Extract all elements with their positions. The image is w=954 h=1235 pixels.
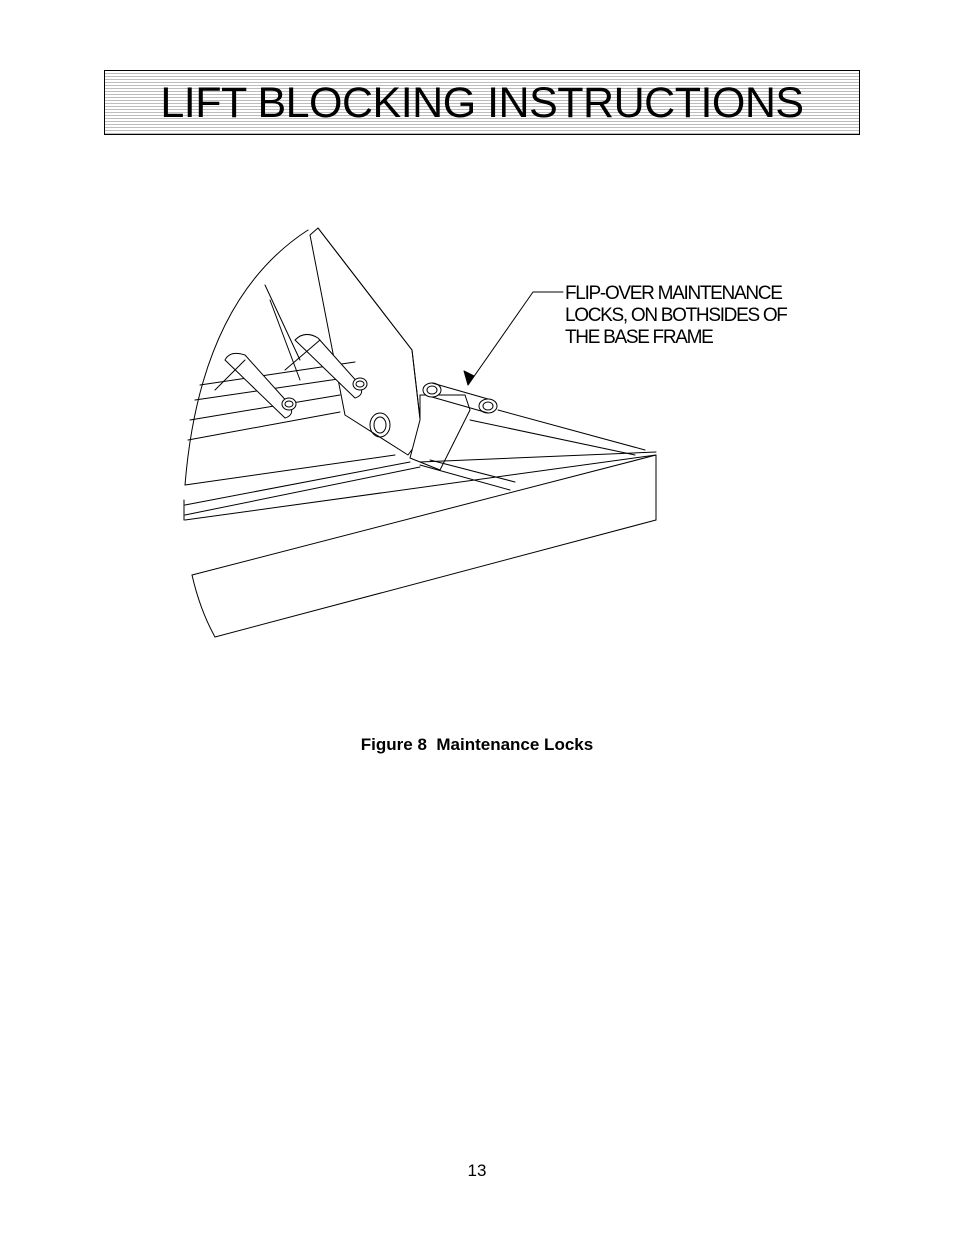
callout-label <box>565 283 855 349</box>
bolt-2 <box>353 378 367 390</box>
figure-caption: Figure 8 Maintenance Locks <box>360 735 594 754</box>
callout-line-2: LOCKS, ON BOTHSIDES OF <box>565 305 787 326</box>
beam-end-curve <box>192 575 215 637</box>
maintenance-locks-drawing <box>160 215 840 655</box>
title-banner <box>104 70 860 135</box>
page-number: 13 <box>467 1161 487 1180</box>
callout-leader <box>468 292 563 385</box>
line-drawing <box>160 215 840 655</box>
page-title: LIFT BLOCKING INSTRUCTIONS <box>160 79 804 127</box>
callout-line-3: THE BASE FRAME <box>565 327 713 348</box>
callout-arrow <box>464 371 474 385</box>
callout-line-1: FLIP-OVER MAINTENANCE <box>565 283 782 304</box>
bolt-1 <box>282 398 296 410</box>
